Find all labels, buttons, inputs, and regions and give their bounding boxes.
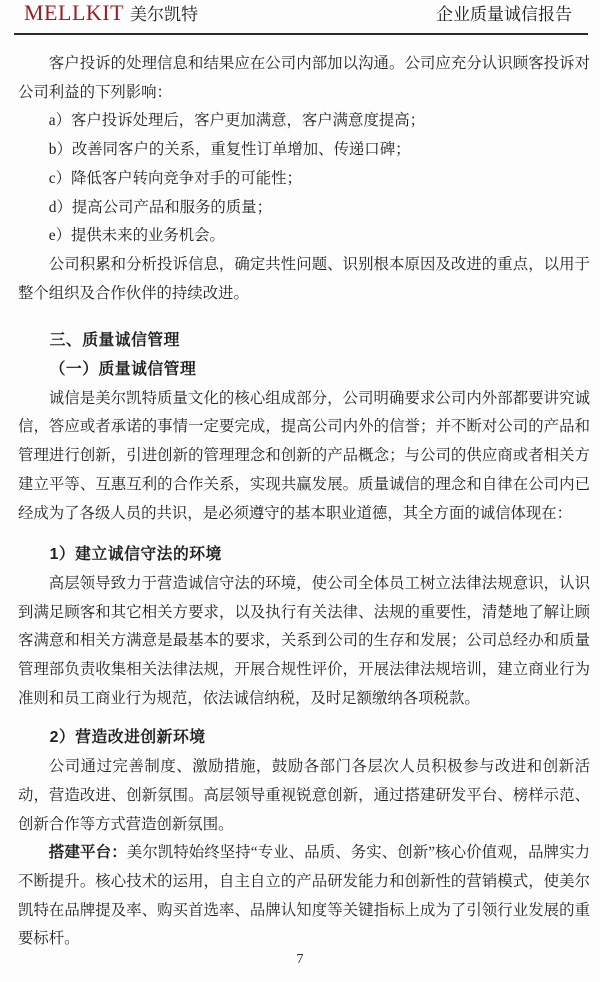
brand-logo-text: MELLKIT — [24, 0, 125, 25]
platform-lead-label: 搭建平台： — [48, 844, 127, 862]
paragraph-complaint-intro: 客户投诉的处理信息和结果应在公司内部加以沟通。公司应充分认识顾客投诉对公司利益的下列影响： — [18, 55, 590, 101]
page-header — [14, 0, 588, 35]
complaint-impact-item: c）降低客户转向竞争对手的可能性； — [48, 169, 302, 187]
heading-innovation-environment: 2）营造改进创新环境 — [49, 729, 206, 747]
brand-name-chinese: 美尔凯特 — [130, 5, 199, 24]
complaint-impact-item: d）提高公司产品和服务的质量； — [48, 198, 272, 216]
complaint-impact-item: b）改善同客户的关系，重复性订单增加、传递口碑； — [48, 141, 411, 159]
paragraph-platform — [18, 839, 590, 954]
report-title: 企业质量诚信报告 — [436, 5, 572, 24]
paragraph-innovation: 公司通过完善制度、激励措施，鼓励各部门各层次人员积极参与改进和创新活动，营造改进、创新氛围。高层领导重视锐意创新，通过搭建研发平台、榜样示范、创新合作等方式营造创新氛围。 — [18, 758, 590, 833]
brand-header — [14, 0, 198, 26]
paragraph-accumulate-analysis: 公司积累和分析投诉信息，确定共性问题、识别根本原因及改进的重点，以用于整个组织及合作伙伴的持续改进。 — [18, 255, 590, 302]
platform-body-text: 美尔凯特始终坚持“专业、品质、务实、创新”核心价值观，品牌实力不断提升。核心技术的运用，自主自立的产品研发能力和创新性的营销模式，使美尔凯特在品牌提及率、购买首选率、品牌认知度等关键指标上成为了引领行业发展的重要标杆。 — [18, 844, 590, 948]
heading-law-abiding-environment: 1）建立诚信守法的环境 — [49, 546, 222, 564]
complaint-impact-item: a）客户投诉处理后，客户更加满意，客户满意度提高； — [48, 112, 426, 130]
complaint-impact-item: e）提供未来的业务机会。 — [48, 227, 225, 245]
paragraph-law-abiding: 高层领导致力于营造诚信守法的环境，使公司全体员工树立法律法规意识，认识到满足顾客和其它相关方要求，以及执行有关法律、法规的重要性，清楚地了解让顾客满意和相关方满意是最基本的要求，关系到公司的生存和发展；公司总经办和质量管理部负责收集相关法律法规，开展合规性评价，开展法律法规培训，建立商业行为准则和员工商业行为规范，依法诚信纳税，及时足额缴纳各项税款。 — [18, 574, 590, 707]
document-content — [18, 50, 590, 954]
section-heading-quality-integrity: 三、质量诚信管理 — [49, 332, 180, 350]
subsection-heading-quality-integrity: （一）质量诚信管理 — [49, 361, 197, 379]
page-number: 7 — [296, 952, 304, 967]
paragraph-integrity-culture: 诚信是美尔凯特质量文化的核心组成部分，公司明确要求公司内外部都要讲究诚信，答应或者承诺的事情一定要完成，提高公司内外的信誉；并不断对公司的产品和管理进行创新，引进创新的管理理念和创新的产品概念；与公司的供应商或者相关方建立平等、互惠互利的合作关系，实现共赢发展。质量诚信的理念和自律在公司内已经成为了各级人员的共识，是必须遵守的基本职业道德，其全方面的诚信体现在： — [18, 389, 590, 522]
